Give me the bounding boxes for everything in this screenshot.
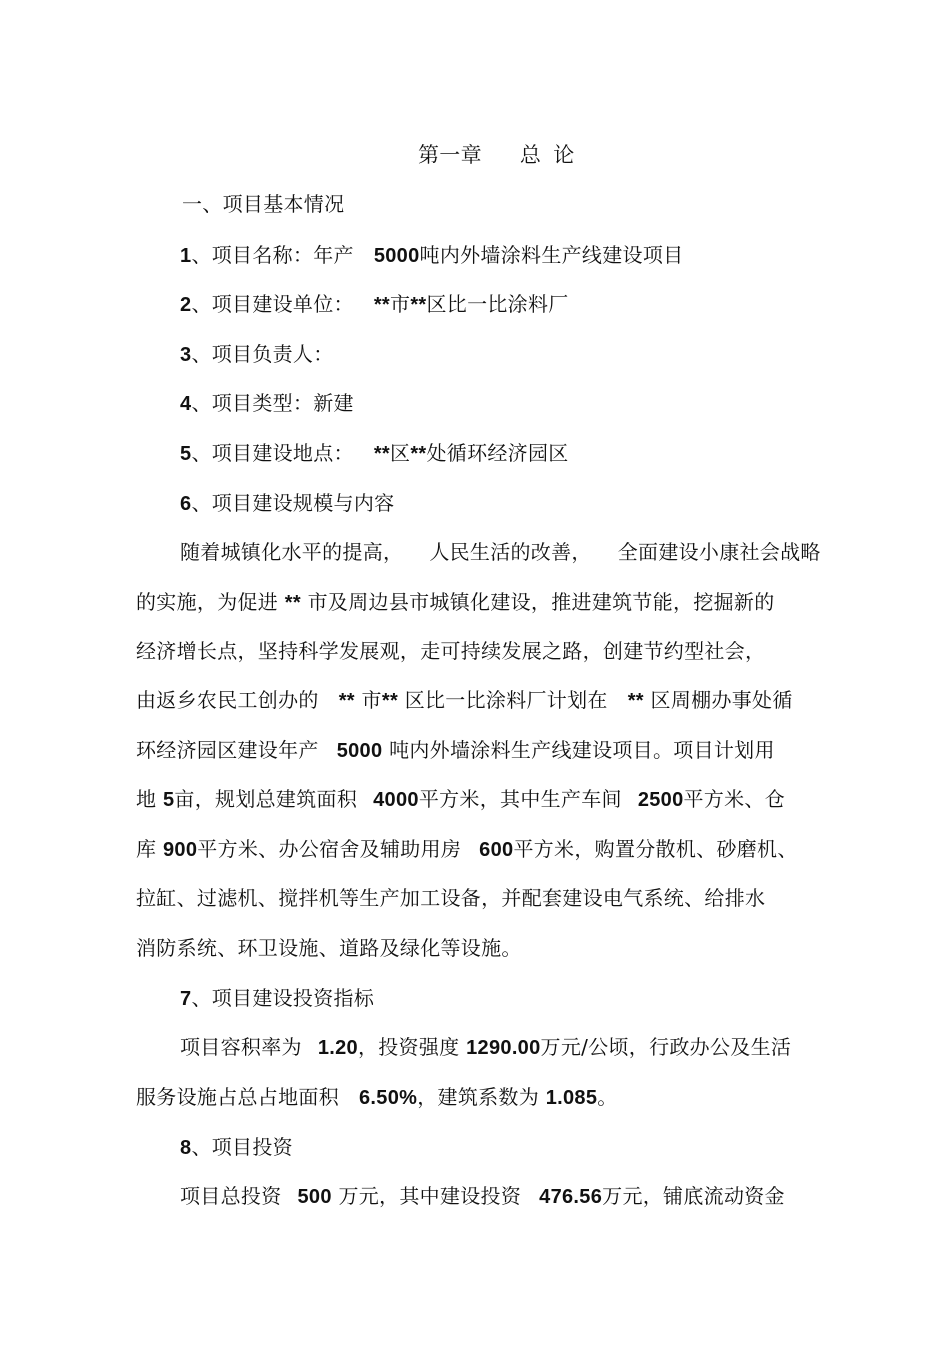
section-heading: 一、项目基本情况 bbox=[182, 192, 345, 216]
para6-line5: 环经济园区建设年产 5000 吨内外墙涂料生产线建设项目。项目计划用 bbox=[136, 738, 775, 762]
para6-line3: 经济增长点，坚持科学发展观，走可持续发展之路，创建节约型社会， bbox=[136, 639, 766, 663]
item-index-heading: 7、项目建设投资指标 bbox=[180, 986, 375, 1010]
para6-line1: 随着城镇化水平的提高， 人民生活的改善， 全面建设小康社会战略 bbox=[180, 540, 821, 564]
item-type: 4、项目类型：新建 bbox=[180, 391, 354, 415]
para8-line1: 项目总投资 500 万元，其中建设投资 476.56万元，铺底流动资金 bbox=[180, 1184, 785, 1208]
para6-line8: 拉缸、过滤机、搅拌机等生产加工设备，并配套建设电气系统、给排水 bbox=[136, 886, 766, 910]
item-location: 5、项目建设地点： **区**处循环经济园区 bbox=[180, 441, 569, 465]
item-scale-heading: 6、项目建设规模与内容 bbox=[180, 491, 395, 515]
para7-line2: 服务设施占总占地面积 6.50%，建筑系数为 1.085。 bbox=[136, 1085, 618, 1109]
item-build-unit: 2、项目建设单位： **市**区比一比涂料厂 bbox=[180, 292, 569, 316]
item-investment-heading: 8、项目投资 bbox=[180, 1135, 293, 1159]
para6-line6: 地 5亩，规划总建筑面积 4000平方米，其中生产车间 2500平方米、仓 bbox=[136, 787, 786, 811]
para6-line7: 库 900平方米、办公宿舍及辅助用房 600平方米，购置分散机、砂磨机、 bbox=[136, 837, 798, 861]
item-manager: 3、项目负责人： bbox=[180, 342, 334, 366]
para6-line2: 的实施，为促进 ** 市及周边县市城镇化建设，推进建筑节能，挖掘新的 bbox=[136, 590, 775, 614]
para7-line1: 项目容积率为 1.20，投资强度 1290.00万元/公顷，行政办公及生活 bbox=[180, 1035, 792, 1059]
chapter-title: 第一章 总 论 bbox=[418, 143, 575, 167]
para6-line9: 消防系统、环卫设施、道路及绿化等设施。 bbox=[136, 936, 522, 960]
para6-line4: 由返乡农民工创办的 ** 市** 区比一比涂料厂计划在 ** 区周棚办事处循 bbox=[136, 688, 793, 712]
item-project-name: 1、项目名称：年产 5000吨内外墙涂料生产线建设项目 bbox=[180, 243, 684, 267]
